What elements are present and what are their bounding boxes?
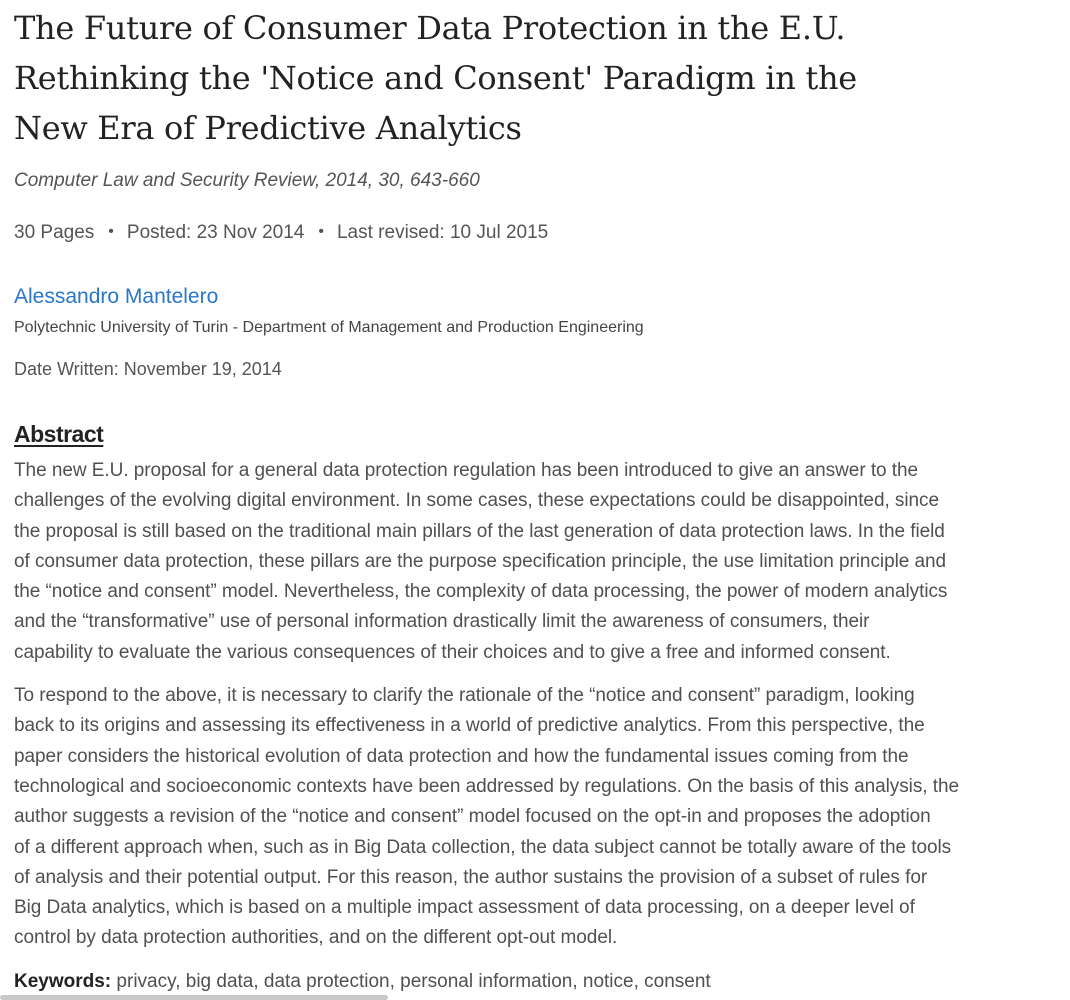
text-line: of consumer data protection, these pillars are the purpose specification principle, the use limitation principle and xyxy=(14,550,947,572)
abstract-heading: Abstract xyxy=(14,421,104,447)
separator-dot: • xyxy=(108,223,114,240)
horizontal-scrollbar[interactable] xyxy=(0,995,388,1000)
separator-dot: • xyxy=(318,223,324,240)
text-line: author suggests a revision of the “notice and consent” model focused on the opt-in and proposes the adoption xyxy=(14,806,931,828)
keywords-value: privacy, big data, data protection, personal information, notice, consent xyxy=(111,970,711,992)
journal-citation: Computer Law and Security Review, 2014, 30, 643-660 xyxy=(14,170,480,191)
text-line: Big Data analytics, which is based on a multiple impact assessment of data processing, on a deeper level of xyxy=(14,897,915,919)
text-line: The new E.U. proposal for a general data protection regulation has been introduced to give an answer to the xyxy=(14,460,919,481)
text-line: the proposal is still based on the traditional main pillars of the last generation of data protection laws. In the field xyxy=(14,520,945,542)
page-title xyxy=(14,3,1054,153)
text-line: of analysis and their potential output. For this reason, the author sustains the provision of a subset of rules for xyxy=(14,866,928,888)
page-count: 30 Pages xyxy=(14,222,95,243)
author-link[interactable]: Alessandro Mantelero xyxy=(14,285,219,308)
keywords-label: Keywords: xyxy=(14,970,112,992)
text-line: the “notice and consent” model. Nevertheless, the complexity of data processing, the power of modern analytics xyxy=(14,581,948,603)
paper-meta xyxy=(14,221,1054,246)
text-line: and the “transformative” use of personal information drastically limit the awareness of consumers, their xyxy=(14,611,870,633)
abstract-paragraph-2 xyxy=(14,681,1054,954)
title-line: Rethinking the 'Notice and Consent' Paradigm in the xyxy=(14,59,857,97)
text-line: technological and socioeconomic contexts have been addressed by regulations. On the basis of this analysis, the xyxy=(14,775,960,797)
posted-date: Posted: 23 Nov 2014 xyxy=(126,222,305,243)
author-affiliation: Polytechnic University of Turin - Department of Management and Production Engineering xyxy=(14,319,644,336)
text-line: challenges of the evolving digital environment. In some cases, these expectations could be disappointed, since xyxy=(14,490,940,512)
revised-date: Last revised: 10 Jul 2015 xyxy=(336,222,549,243)
text-line: To respond to the above, it is necessary to clarify the rationale of the “notice and consent” paradigm, looking xyxy=(14,685,915,707)
text-line: capability to evaluate the various consequences of their choices and to give a free and informed consent. xyxy=(14,641,891,663)
text-line: back to its origins and assessing its effectiveness in a world of predictive analytics. From this perspective, the xyxy=(14,715,925,737)
title-line: New Era of Predictive Analytics xyxy=(14,109,522,147)
date-written: Date Written: November 19, 2014 xyxy=(14,359,282,379)
abstract-paragraph-1 xyxy=(14,456,1054,668)
text-line: paper considers the historical evolution of data protection and how the fundamental issues coming from the xyxy=(14,745,909,767)
keywords xyxy=(14,967,1054,997)
title-line: The Future of Consumer Data Protection in the E.U. xyxy=(14,9,846,47)
text-line: control by data protection authorities, and on the different opt-out model. xyxy=(14,927,618,949)
paper-page xyxy=(14,0,1054,997)
text-line: of a different approach when, such as in Big Data collection, the data subject cannot be totally aware of the tools xyxy=(14,836,952,858)
